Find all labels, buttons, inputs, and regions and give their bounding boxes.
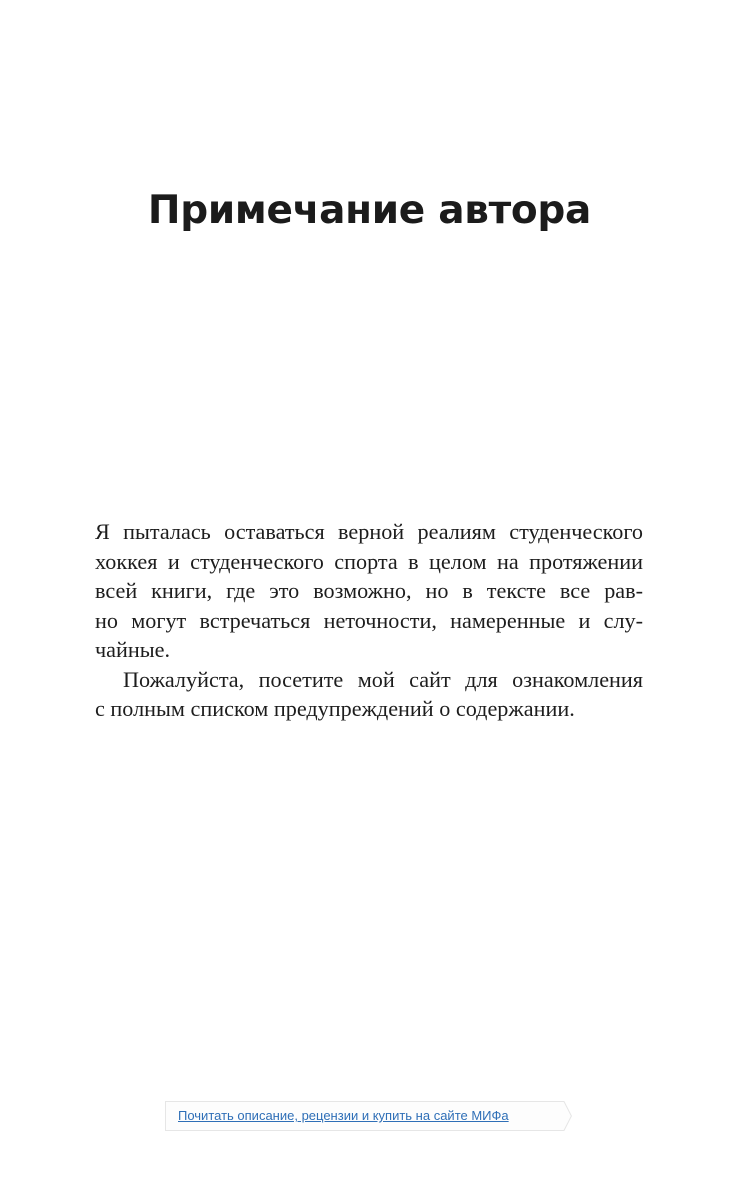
paragraph-1-line-1: Я пыталась оставаться верной реалиям студенческого [95,519,643,544]
publisher-link[interactable]: Почитать описание, рецензии и купить на сайте МИФа [165,1101,557,1131]
paragraph-1-line-5: чайные. [95,637,171,662]
link-arrow-icon[interactable] [556,1101,572,1131]
paragraph-1-line-4: но могут встречаться неточности, намеренные и слу- [95,607,643,633]
paragraph-1-line-3: всей книги, где это возможно, но в тексте все рав- [95,578,643,603]
paragraph-2-line-2: с полным списком предупреждений о содержании. [95,696,575,721]
page-title: Примечание автора [147,188,592,233]
author-note-text [95,517,643,724]
paragraph-1-line-2: хоккея и студенческого спорта в целом на протяжении [95,548,643,574]
paragraph-2-line-1: Пожалуйста, посетите мой сайт для ознакомления [123,666,643,692]
